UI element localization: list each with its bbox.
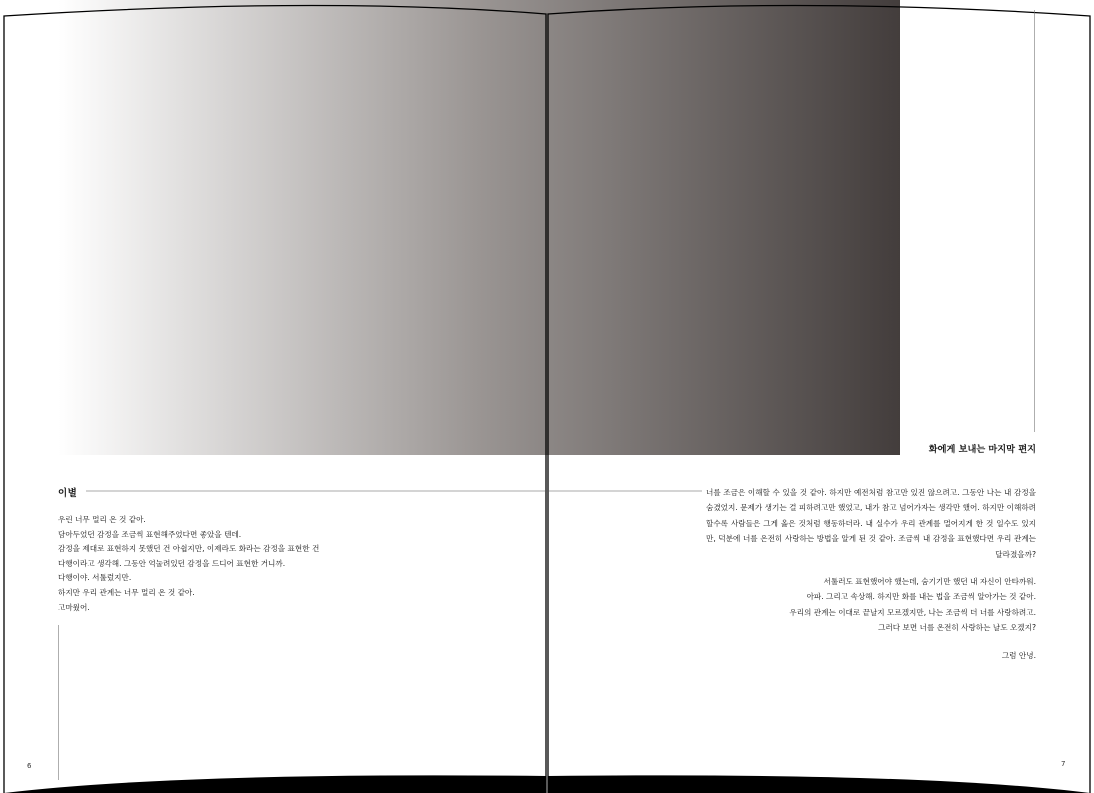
left-body-line: 다행이야. 서툴렀지만. xyxy=(58,573,132,583)
letter-lines xyxy=(706,574,1036,636)
letter-paragraph: 너를 조금은 이해할 수 있을 것 같아. 하지만 예전처럼 참고만 있진 않으려고. 그동안 나는 내 감정을 숨겼었지. 문제가 생기는 걸 피하려고만 했었고, 내가 참고 넘어가자는 생각만 했어. 하지만 이해하려 할수록 사람들은 그게 옳은 것처럼 행동하더라. 내 실수가 우리 관계를 멀어지게 한 것 일수도 있지만, 덕분에 너를 온전히 사랑하는 방법을 알게 된 것 같아. 조금씩 내 감정을 표현했다면 우리 관계는 달라졌을까? xyxy=(706,488,1036,559)
letter-body xyxy=(706,485,1036,663)
letter-line: 그러다 보면 너를 온전히 사랑하는 날도 오겠지? xyxy=(878,623,1036,633)
left-body-line: 감정을 제대로 표현하지 못했던 건 아쉽지만, 이제라도 화라는 감정을 표현한 건 xyxy=(58,544,320,554)
right-page-bottom-edge xyxy=(548,775,1090,793)
left-page-bottom-edge xyxy=(4,775,546,793)
left-body-line: 다행이라고 생각해. 그동안 억눌려있던 감정을 드디어 표현한 거니까. xyxy=(58,558,286,568)
page-number-left: 6 xyxy=(27,762,32,770)
letter-line: 서툴러도 표현했어야 했는데, 숨기기만 했던 내 자신이 안타까워. xyxy=(823,577,1036,587)
letter-line: 아파. 그리고 속상해. 하지만 화를 내는 법을 조금씩 알아가는 것 같아. xyxy=(806,592,1036,602)
left-body-line: 하지만 우리 관계는 너무 멀리 온 것 같아. xyxy=(58,587,195,597)
letter-line: 우리의 관계는 이대로 끝날지 모르겠지만, 나는 조금씩 더 너를 사랑하려고. xyxy=(789,607,1036,617)
gradient-image xyxy=(58,0,900,455)
page-number-right: 7 xyxy=(1061,760,1066,768)
letter-title: 화에게 보내는 마지막 편지 xyxy=(928,444,1036,455)
left-body-text xyxy=(58,513,388,615)
section-title: 이별 xyxy=(58,488,78,499)
left-body-line: 담아두었던 감정을 조금씩 표현해주었다면 좋았을 텐데. xyxy=(58,529,242,539)
left-body-line: 고마웠어. xyxy=(58,602,90,612)
letter-closing: 그럼 안녕. xyxy=(1001,650,1036,660)
left-body-line: 우린 너무 멀리 온 것 같아. xyxy=(58,515,146,524)
